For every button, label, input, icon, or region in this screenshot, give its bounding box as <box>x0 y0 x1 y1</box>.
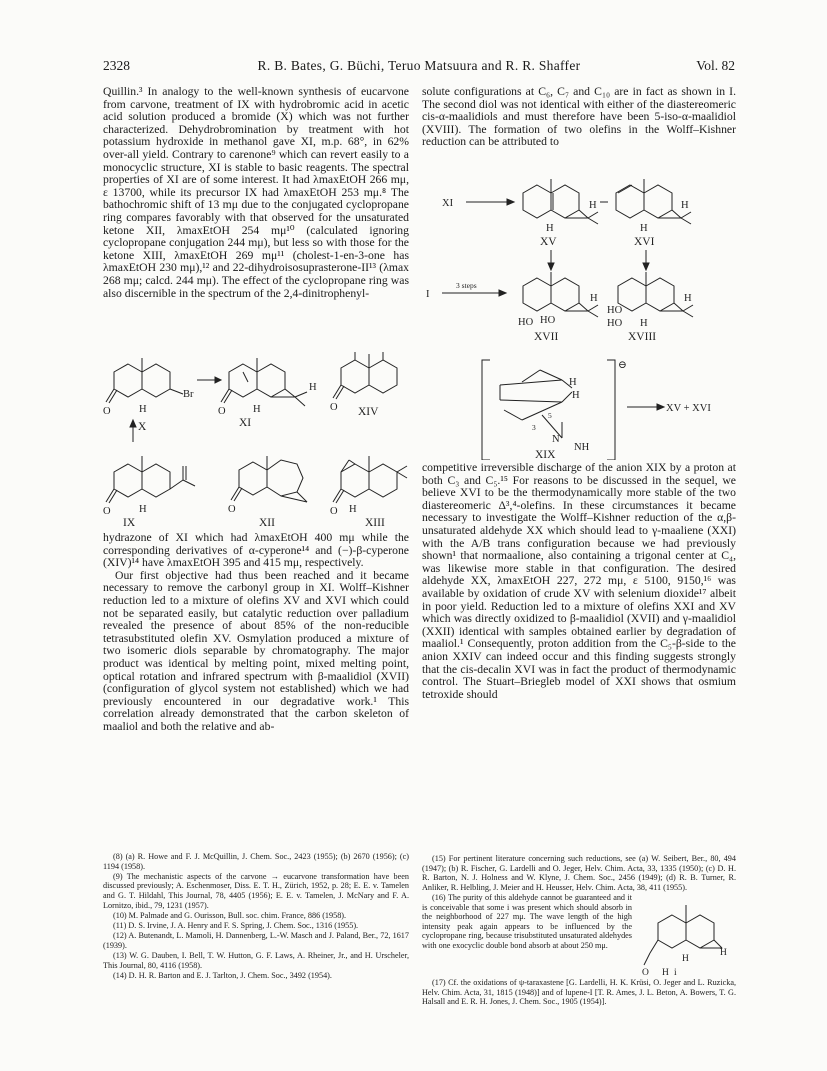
atom-br: Br <box>183 389 194 400</box>
structure-i-footnote <box>642 893 736 978</box>
label-reagent-i: I <box>426 289 430 300</box>
label-c5: 5 <box>548 411 552 420</box>
paragraph: competitive irreversible discharge of the anion XIX by a proton at both C₃ and C₅.¹⁵ For reasons to be discussed in the sequel, we believe XVI to be the thermodynamically more stable of the two diastereomeric Δ³,⁴-olefins. In these circumstances it became necessary to investigate the Wolff–Kishner reduction of the α,β-unsaturated aldehyde XX which should lead to γ-maaliene (XXI) with the A/B trans configuration because we had previously shown¹ that normaalione, also containing a trigonal center at C₄, was likewise more stable in that configuration. The desired aldehyde XX, λmaxEtOH 227, 272 mμ, ε 5100, 9150,¹⁶ was available by oxidation of crude XV with selenium dioxide¹⁷ albeit in poor yield. Reduction led to a mixture of olefins XXI and XV which was directly oxidized to β-maalidiol (XVII) and γ-maalidiol (XXII) identical with samples obtained earlier by degradation of maaliol.¹ Consequently, proton addition from the C₅-β-side to the anion XXIV can indeed occur and this finding suggests strongly that the cis-decalin XVI was in fact the product of thermodynamic control. The Stuart–Briegleb model of XXI shows that osmium tetroxide should <box>422 461 736 701</box>
atom-nh: NH <box>574 442 590 453</box>
atom-o: O <box>330 402 338 413</box>
footnote-9: (9) The mechanistic aspects of the carvone → eucarvone transformation have been discussed previously; A. Eschenmoser, Diss. E. T. H., Zürich, 1952, p. 28; E. E. v. Tamelen and G. T. Hildahl, This Journal, 78, 4405 (1956); E. E. v. Tamelen, J. McNary and F. A. Lornitzo, ibid., 79, 1231 (1957). <box>103 871 409 910</box>
volume-label: Vol. 82 <box>696 58 735 73</box>
atom-ho: HO <box>540 315 556 326</box>
authors-line: R. B. Bates, G. Büchi, Teruo Matsuura and R. R. Shaffer <box>257 58 581 73</box>
atom-h: H <box>684 293 692 304</box>
label-xiv: XIV <box>358 406 379 418</box>
label-i: i <box>674 967 677 978</box>
structure-xiii <box>333 456 407 503</box>
atom-h: H <box>681 200 689 211</box>
atom-h: H <box>349 504 357 515</box>
label-ix: IX <box>123 517 136 528</box>
atom-o: O <box>642 967 649 978</box>
footnote-16: (16) The purity of this aldehyde cannot be guaranteed and it is conceivable that some i was present which should absorb in the neighborhood of 227 mμ. The wave length of the high intensity peak again appears to be influenced by the cyclopropane ring, because trisubstituted unsaturated aldehydes with one exocyclic double bond absorb at about 250 mμ. <box>422 892 632 950</box>
atom-n: N <box>552 434 560 445</box>
right-column-bottom <box>422 462 736 701</box>
atom-h: H <box>569 377 577 388</box>
label-xvii: XVII <box>534 331 559 343</box>
label-c3: 3 <box>532 423 536 432</box>
label-x: X <box>138 421 147 433</box>
left-footnotes <box>103 852 409 981</box>
footnote-17: (17) Cf. the oxidations of ψ-taraxastene [G. Lardelli, H. K. Krüsi, O. Jeger and L. Ruzicka, Helv. Chim. Acta, 31, 1815 (1948)] and of lupene-I [T. R. Ames, J. L. Beton, A. Bowers, T. G. Halsall and E. R. H. Jones, J. Chem. Soc., 1905 (1954)]. <box>422 977 736 1007</box>
atom-h: H <box>640 318 648 329</box>
footnote-15: (15) For pertinent literature concerning such reductions, see (a) W. Seibert, Ber., 80, 494 (1947); (b) R. Fischer, G. Lardelli and O. Jeger, Helv. Chim. Acta, 33, 1335 (1950); (c) D. H. R. Barton, N. J. Holness and W. Klyne, J. Chem. Soc., 2456 (1949); (d) R. B. Turner, R. Anliker, R. Helbling, J. Meier and H. Heusser, Helv. Chim. Acta, 38, 411 (1955). <box>422 854 736 892</box>
footnote-12: (12) A. Butenandt, L. Mamoli, H. Dannenberg, L.-W. Masch and J. Paland, Ber., 72, 1617 (1939). <box>103 931 409 950</box>
structure-xi <box>221 358 307 406</box>
atom-h: H <box>720 947 727 958</box>
footnote-8: (8) (a) R. Howe and F. J. McQuillin, J. Chem. Soc., 2423 (1955); (b) 2670 (1956); (c) 1194 (1958). <box>103 852 409 871</box>
footnote-13: (13) W. G. Dauben, I. Bell, T. W. Hutton, G. F. Laws, A. Rheiner, Jr., and H. Urscheler, This Journal, 80, 4116 (1958). <box>103 950 409 970</box>
atom-ho: HO <box>607 318 623 329</box>
atom-o: O <box>228 504 236 515</box>
footnote-11: (11) D. S. Irvine, J. A. Henry and F. S. Spring, J. Chem. Soc., 1316 (1955). <box>113 920 359 930</box>
left-column-bottom <box>103 532 409 734</box>
atom-h: H <box>662 967 669 978</box>
right-footnotes <box>422 854 736 1007</box>
paragraph: solute configurations at C₆, C₇ and C₁₀ are in fact as shown in I. The second diol was not identical with either of the diastereomeric cis-α-maalidiols and must therefore have been 5-iso-α-maalidiol (XVIII). The formation of two olefins in the Wolff–Kishner reduction can be attributed to <box>422 85 736 149</box>
label-xi: XI <box>239 417 252 429</box>
atom-h: H <box>139 404 147 415</box>
footnote-10: (10) M. Palmade and G. Ourisson, Bull. soc. chim. France, 886 (1958). <box>113 910 347 920</box>
atom-o: O <box>103 406 111 417</box>
footnote-14: (14) D. H. R. Barton and E. J. Tarlton, J. Chem. Soc., 3492 (1954). <box>113 970 332 980</box>
left-column-top <box>103 86 409 300</box>
structure-xix <box>482 360 615 460</box>
structure-x <box>106 358 183 403</box>
structure-xiv <box>333 352 397 399</box>
page-number: 2328 <box>103 58 130 73</box>
structure-xv <box>523 179 598 224</box>
structure-ix <box>106 456 195 503</box>
atom-h: H <box>572 390 580 401</box>
structure-xvi <box>616 179 691 224</box>
label-xvi: XVI <box>634 236 655 248</box>
label-product: XV + XVI <box>666 403 711 414</box>
atom-h: H <box>309 382 317 393</box>
scheme-structures-ix-xiv <box>103 352 409 528</box>
paragraph: Quillin.³ In analogy to the well-known synthesis of eucarvone from carvone, treatment of IX with hydrobromic acid in acetic acid solution produced a bromide (X) which was not further characterized. Dehydrobromination by treatment with hot potassium hydroxide in methanol gave XI, m.p. 68°, in 62% over-all yield. Contrary to carenone⁹ which can revert easily to a monocyclic structure, XI is stable to basic reagents. The spectral properties of XI are of some interest. It had λmaxEtOH 266 mμ, ε 13700, while its precursor IX had λmaxEtOH 253 mμ.⁸ The bathochromic shift of 13 mμ due to the conjugated cyclopropane ring compares favorably with that observed for the unsaturated ketone XII, λmaxEtOH 254 mμ¹⁰ (calculated ignoring cyclopropane conjugation 244 mμ), but less so with those for the ketone XIII, λmaxEtOH 269 mμ¹¹ (cholest-1-en-3-one has λmaxEtOH 230 mμ),¹² and 22-dihydroisosuprasterone-II¹³ (λmax 268 mμ; calcd. 244 mμ). The effect of the cyclopropane ring was also discernible in the spectrum of the 2,4-dinitrophenyl- <box>103 85 409 300</box>
atom-o: O <box>103 506 111 517</box>
label-steps: 3 steps <box>456 281 477 290</box>
atom-o: O <box>330 506 338 517</box>
atom-h: H <box>589 200 597 211</box>
atom-h: H <box>640 223 648 234</box>
paragraph: hydrazone of XI which had λmaxEtOH 400 mμ while the corresponding derivatives of α-cyperone¹⁴ and (−)-β-cyperone (XIV)¹⁴ have λmaxEtOH 395 and 415 mμ, respectively. <box>103 531 409 570</box>
label-reagent-xi: XI <box>442 198 454 209</box>
atom-ho: HO <box>518 317 534 328</box>
atom-h: H <box>253 404 261 415</box>
structure-xii <box>231 456 307 502</box>
label-xviii: XVIII <box>628 331 657 343</box>
structure-xviii <box>618 272 693 317</box>
label-xii: XII <box>259 517 275 528</box>
right-column-top <box>422 86 736 149</box>
atom-o: O <box>218 406 226 417</box>
label-xv: XV <box>540 236 557 248</box>
atom-h: H <box>139 504 147 515</box>
atom-h: H <box>546 223 554 234</box>
scheme-structures-xv-xix <box>422 160 736 460</box>
paragraph: Our first objective had thus been reached and it became necessary to remove the carbonyl group in XI. Wolff–Kishner reduction led to a mixture of olefins XV and XVI which could not be separated easily, but catalytic reduction over palladium revealed the presence of about 85% of the non-reducible tetrasubstituted olefin XV. Osmylation produced a mixture of two isomeric diols separable by chromatography. The major product was identical by melting point, mixed melting point, optical rotation and infrared spectrum with β-maalidiol (XVII) (configuration of glycol system not established) which we had previously encountered in our degradative work.¹ This correlation already demonstrated that the carbon skeleton of maaliol and both the relative and ab- <box>103 568 409 733</box>
label-xiii: XIII <box>365 517 385 528</box>
structure-xvii <box>523 272 598 317</box>
charge-minus: ⊖ <box>618 360 627 371</box>
label-xix: XIX <box>535 449 556 460</box>
atom-h: H <box>682 953 689 964</box>
atom-h: H <box>590 293 598 304</box>
footnote-16-block <box>422 893 736 978</box>
atom-ho: HO <box>607 305 623 316</box>
